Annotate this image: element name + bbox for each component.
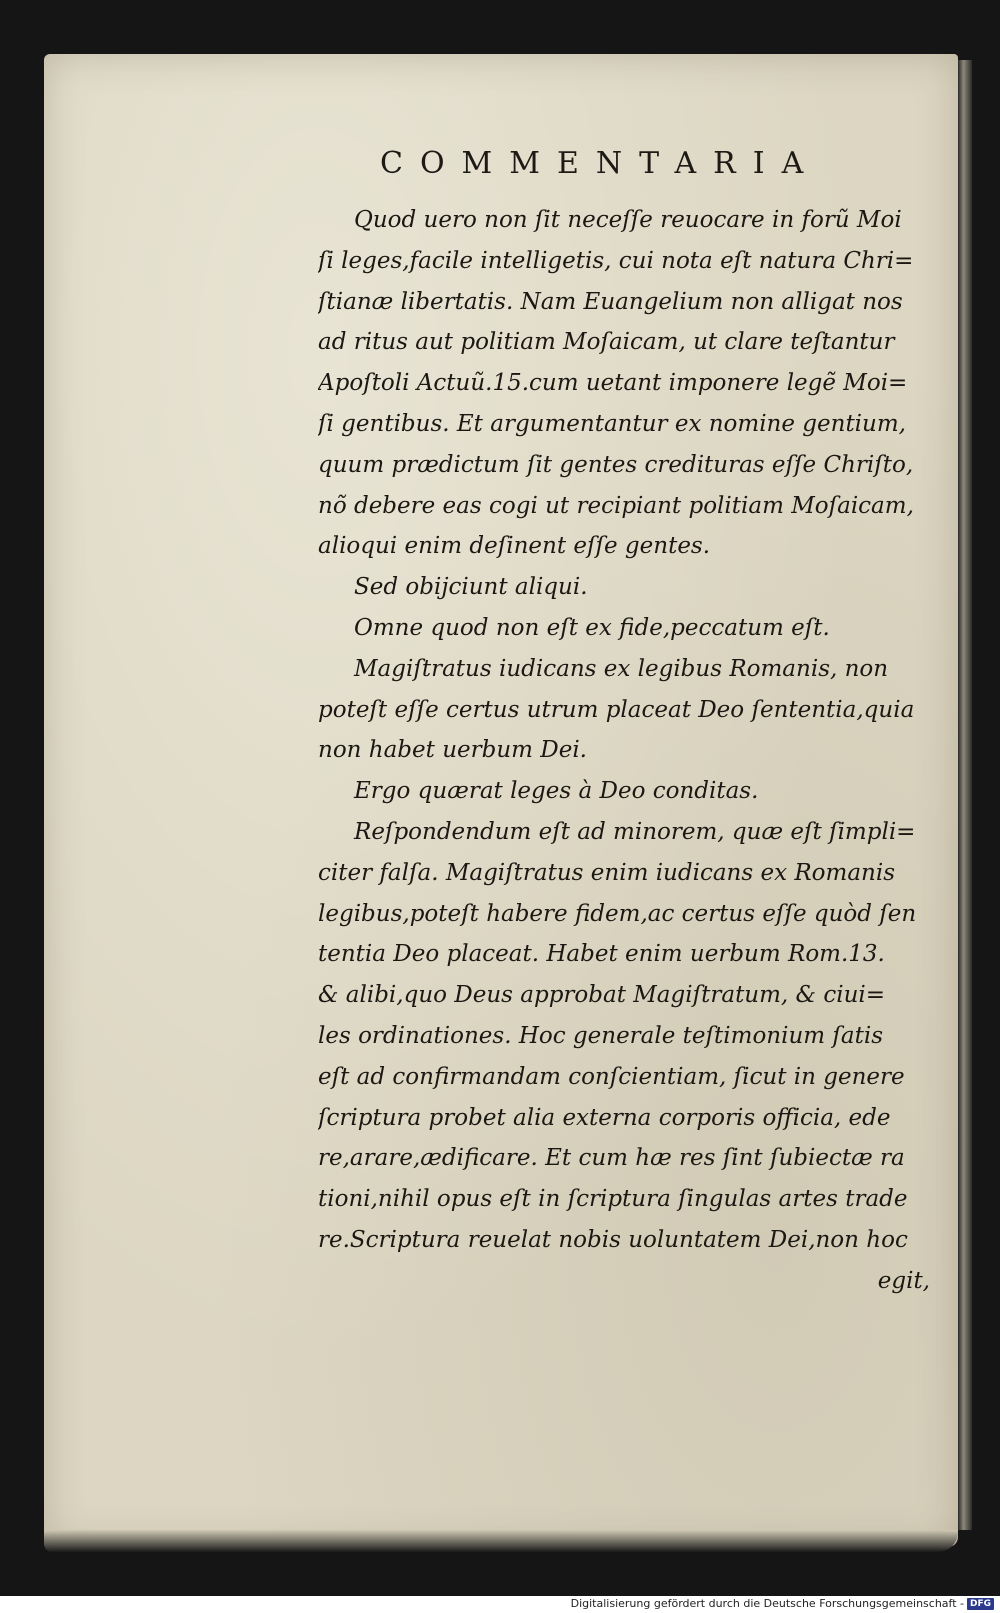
text-line: Magiſtratus iudicans ex legibus Romanis, non (354, 655, 889, 682)
text-line: citer falſa. Magiſtratus enim iudicans ex Romanis (318, 859, 896, 886)
text-line: Ergo quærat leges à Deo conditas. (354, 778, 759, 805)
text-line: Apoſtoli Actuũ.15.cum uetant imponere legẽ Moi= (318, 370, 908, 397)
page-bottom-edge (44, 1530, 958, 1552)
text-line: les ordinationes. Hoc generale teſtimonium ſatis (318, 1022, 884, 1049)
text-line: ſi gentibus. Et argumentantur ex nomine gentium, (318, 410, 906, 437)
text-line: Omne quod non eſt ex fide,peccatum eſt. (354, 614, 830, 641)
text-line: ſcriptura probet alia externa corporis officia, ede (318, 1104, 891, 1131)
text-line: ſtianæ libertatis. Nam Euangelium non alligat nos (318, 288, 903, 315)
text-line: non habet uerbum Dei. (318, 737, 587, 764)
text-line: Reſpondendum eſt ad minorem, quæ eſt ſimpli= (354, 818, 916, 845)
text-line: & alibi,quo Deus approbat Magiſtratum, & ciui= (318, 982, 886, 1009)
catchword: egit, (877, 1268, 930, 1294)
text-line: Quod uero non ſit neceſſe reuocare in forũ Moi (354, 207, 902, 233)
funding-credit: Digitalisierung gefördert durch die Deutsche Forschungsgemeinschaft - (570, 1597, 964, 1610)
text-line: eſt ad confirmandam conſcientiam, ſicut in genere (318, 1063, 905, 1090)
running-head: COMMENTARIA (380, 146, 821, 181)
body-text (318, 200, 922, 1261)
text-line: alioqui enim deſinent eſſe gentes. (318, 533, 711, 560)
text-line: quum prædictum ſit gentes credituras eſſe Chriſto, (318, 451, 914, 478)
text-line: legibus,poteſt habere fidem,ac certus eſſe quòd ſen (318, 900, 917, 927)
text-line: re.Scriptura reuelat nobis uoluntatem Dei,non hoc (318, 1226, 908, 1253)
text-line: poteſt eſſe certus utrum placeat Deo ſententia,quia (318, 696, 915, 723)
text-line: ad ritus aut politiam Moſaicam, ut clare teſtantur (318, 329, 895, 356)
text-line: tentia Deo placeat. Habet enim uerbum Rom.13. (318, 941, 885, 968)
dfg-logo: DFG (967, 1598, 994, 1610)
adjacent-page-edge (958, 60, 972, 1530)
text-line: re,arare,ædificare. Et cum hæ res ſint ſubiectæ ra (318, 1145, 905, 1172)
text-line: ſi leges,facile intelligetis, cui nota eſt natura Chri= (318, 247, 914, 274)
text-line: Sed obijciunt aliqui. (354, 574, 588, 601)
text-line: tioni,nihil opus eſt in ſcriptura ſingulas artes trade (318, 1186, 908, 1213)
text-line: nõ debere eas cogi ut recipiant politiam Moſaicam, (318, 492, 914, 519)
